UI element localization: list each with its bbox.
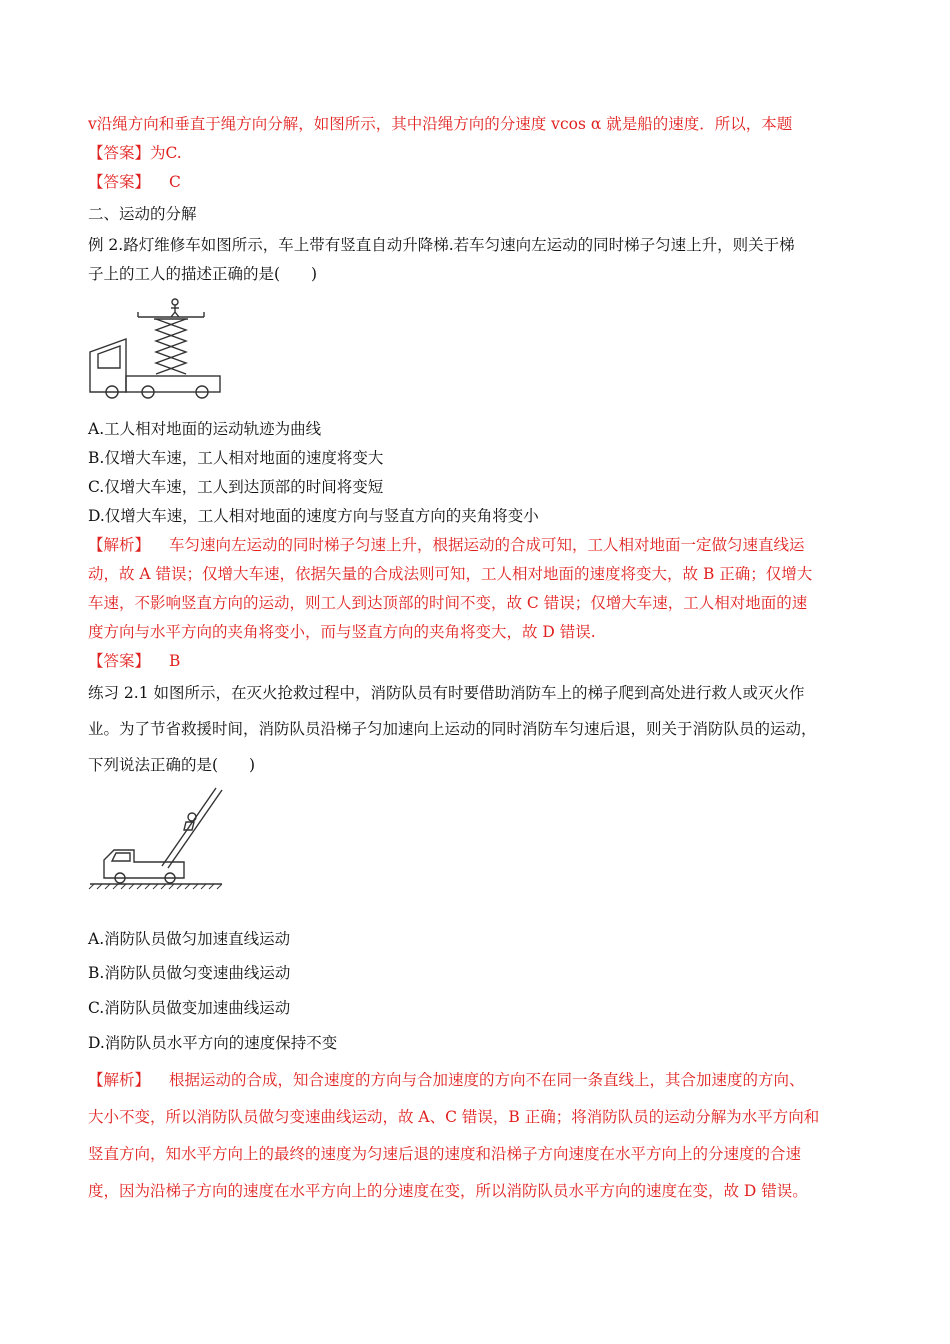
practice-stem-2: 业。为了节省救援时间，消防队员沿梯子匀加速向上运动的同时消防车匀速后退，则关于消防队员的运动， [88,720,817,738]
example2-analysis-2: 动，故 A 错误；仅增大车速，依据矢量的合成法则可知，工人相对地面的速度将变大，故 B 正确；仅增大 [88,565,813,583]
answer-value: B [168,652,181,670]
practice-option-c: C.消防队员做变加速曲线运动 [88,999,291,1017]
example2-option-d: D.仅增大车速，工人相对地面的速度方向与竖直方向的夹角将变小 [88,507,539,525]
example2-answer [88,650,870,672]
practice-analysis-3: 竖直方向，知水平方向上的最终的速度为匀速后退的速度和沿梯子方向速度在水平方向上的分速度的合速 [88,1145,802,1163]
practice-option-a: A.消防队员做匀加速直线运动 [88,930,291,948]
section-title: 二、运动的分解 [88,205,197,223]
lift-truck-figure [86,292,226,402]
practice-option-b: B.消防队员做匀变速曲线运动 [88,964,291,982]
analysis-text: 车匀速向左运动的同时梯子匀速上升，根据运动的合成可知，工人相对地面一定做匀速直线运 [168,536,805,554]
answer-label: 【答案】 [88,652,151,670]
fire-truck-figure [88,784,228,894]
practice-option-d: D.消防队员水平方向的速度保持不变 [88,1034,338,1052]
example2-stem-2: 子上的工人的描述正确的是( ) [88,265,318,283]
analysis-label: 【解析】 [88,1071,151,1089]
practice-stem-3: 下列说法正确的是( ) [88,756,256,774]
practice-analysis-4: 度，因为沿梯子方向的速度在水平方向上的分速度在变，所以消防队员水平方向的速度在变，故 D 错误。 [88,1182,808,1200]
practice-analysis-1 [88,1069,870,1091]
answer-label: 【答案】 [88,173,151,191]
example2-analysis-3: 车速，不影响竖直方向的运动，则工人到达顶部的时间不变，故 C 错误；仅增大车速，工人相对地面的速 [88,594,808,612]
practice-analysis-2: 大小不变，所以消防队员做匀变速曲线运动，故 A、C 错误，B 正确；将消防队员的运动分解为水平方向和 [88,1108,820,1126]
example2-option-b: B.仅增大车速，工人相对地面的速度将变大 [88,449,384,467]
top-line-1: v沿绳方向和垂直于绳方向分解，如图所示，其中沿绳方向的分速度 vcos α 就是船的速度．所以，本题 [88,115,793,133]
top-line-2: 【答案】为C. [88,144,182,162]
example2-option-c: C.仅增大车速，工人到达顶部的时间将变短 [88,478,384,496]
example2-stem-1: 例 2.路灯维修车如图所示，车上带有竖直自动升降梯.若车匀速向左运动的同时梯子匀速上升，则关于梯 [88,236,795,254]
top-answer [88,171,870,193]
analysis-text: 根据运动的合成，知合速度的方向与合加速度的方向不在同一条直线上，其合加速度的方向、 [168,1071,805,1089]
analysis-label: 【解析】 [88,536,151,554]
answer-value: C [168,173,181,191]
practice-stem-1: 练习 2.1 如图所示，在灭火抢救过程中，消防队员有时要借助消防车上的梯子爬到高处进行救人或灭火作 [88,684,805,702]
example2-option-a: A.工人相对地面的运动轨迹为曲线 [88,420,322,438]
example2-analysis-4: 度方向与水平方向的夹角将变小，而与竖直方向的夹角将变大，故 D 错误. [88,623,596,641]
example2-analysis-1 [88,534,870,556]
